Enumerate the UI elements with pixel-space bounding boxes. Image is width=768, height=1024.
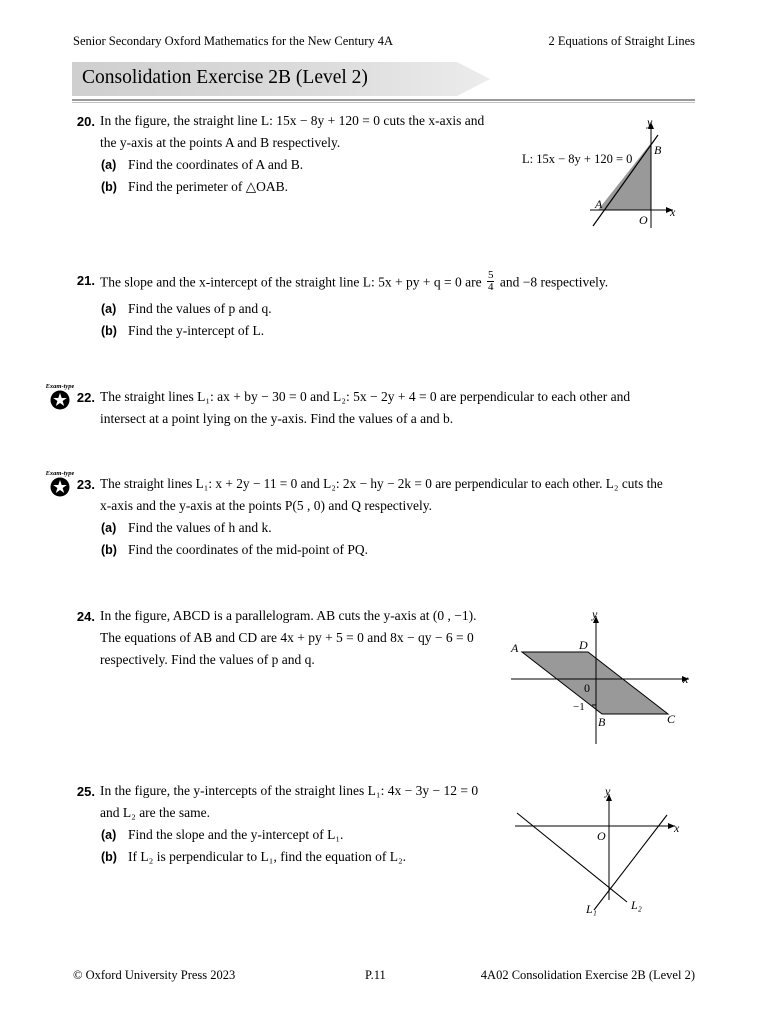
running-header-right: 2 Equations of Straight Lines	[548, 34, 695, 48]
section-title-banner	[72, 62, 490, 96]
question-text: The straight lines L₁: x + 2y − 11 = 0 and L₂: 2x − hy − 2k = 0 are perpendicular to each other. L₂ cuts the	[100, 476, 663, 491]
y-axis-label: y	[647, 115, 653, 129]
q20-figure	[510, 112, 695, 232]
y-axis-label: y	[592, 607, 598, 621]
question-text-lead: The slope and the x-intercept of the straight line L: 5x + py + q = 0 are	[100, 274, 482, 290]
x-axis-label: x	[670, 205, 676, 219]
part-label: (a)	[101, 828, 117, 842]
question-text	[100, 269, 609, 295]
part-text: Find the y-intercept of L.	[128, 323, 265, 338]
point-d-label: D	[579, 638, 588, 652]
point-c-label: C	[667, 712, 676, 726]
question-number: 21.	[76, 273, 95, 288]
question-text: In the figure, the straight line L: 15x − 8y + 120 = 0 cuts the x-axis and	[100, 113, 485, 128]
question-number: 22.	[76, 390, 95, 405]
footer-right: 4A02 Consolidation Exercise 2B (Level 2)	[480, 968, 695, 982]
q24-figure	[505, 606, 695, 748]
page-number: P.11	[365, 968, 386, 982]
fraction	[487, 270, 495, 293]
minus-one-label: −1	[573, 701, 585, 713]
part-label: (b)	[101, 180, 117, 194]
part-text: Find the coordinates of A and B.	[128, 157, 304, 172]
question-text-tail: and −8 respectively.	[499, 274, 609, 290]
part-label: (b)	[101, 543, 117, 557]
exam-type-badge-icon	[46, 468, 74, 500]
fraction-denominator: 4	[487, 281, 494, 293]
question-text: and L₂ are the same.	[100, 805, 211, 820]
line-equation-label: L: 15x − 8y + 120 = 0	[522, 152, 633, 166]
part-text: Find the values of h and k.	[128, 520, 272, 535]
part-label: (a)	[101, 521, 117, 535]
question-text: In the figure, the y-intercepts of the straight lines L₁: 4x − 3y − 12 = 0	[100, 783, 479, 798]
question-number: 20.	[76, 114, 95, 129]
x-axis-label: x	[683, 672, 689, 686]
point-a-label: A	[595, 197, 603, 211]
point-b-label: B	[598, 715, 606, 729]
point-b-label: B	[654, 143, 662, 157]
question-number: 24.	[76, 609, 95, 624]
part-label: (b)	[101, 324, 117, 338]
question-text: The equations of AB and CD are 4x + py + 5 = 0 and 8x − qy − 6 = 0	[100, 630, 474, 645]
title-rule-thin	[72, 102, 695, 103]
point-a-label: A	[511, 641, 519, 655]
part-label: (a)	[101, 158, 117, 172]
part-text: Find the values of p and q.	[128, 301, 272, 316]
origin-label: O	[639, 213, 648, 227]
origin-label: 0	[584, 681, 590, 695]
l2-label: L₂	[631, 898, 642, 912]
exam-type-badge-text: Exam-type	[46, 470, 74, 477]
question-text: The straight lines L₁: ax + by − 30 = 0 and L₂: 5x − 2y + 4 = 0 are perpendicular to each other and	[100, 389, 631, 404]
question-text: intersect at a point lying on the y-axis. Find the values of a and b.	[100, 411, 454, 426]
question-text: the y-axis at the points A and B respectively.	[100, 135, 341, 150]
y-axis-label: y	[605, 784, 611, 798]
part-text: If L₂ is perpendicular to L₁, find the equation of L₂.	[128, 849, 407, 864]
question-text: In the figure, ABCD is a parallelogram. AB cuts the y-axis at (0 , −1).	[100, 608, 477, 623]
part-text: Find the perimeter of △OAB.	[128, 179, 288, 194]
question-text: respectively. Find the values of p and q.	[100, 652, 315, 667]
part-label: (b)	[101, 850, 117, 864]
question-text: x-axis and the y-axis at the points P(5 , 0) and Q respectively.	[100, 498, 433, 513]
footer-copyright: © Oxford University Press 2023	[73, 968, 236, 982]
x-axis-label: x	[674, 821, 680, 835]
running-header-left: Senior Secondary Oxford Mathematics for the New Century 4A	[73, 34, 394, 48]
title-rule	[72, 99, 695, 101]
exam-type-badge-icon	[46, 381, 74, 413]
fraction-numerator: 5	[487, 269, 494, 281]
question-number: 25.	[76, 784, 95, 799]
part-text: Find the coordinates of the mid-point of PQ.	[128, 542, 368, 557]
exam-type-badge-text: Exam-type	[46, 383, 74, 390]
q25-figure	[505, 782, 695, 922]
l1-label: L₁	[586, 902, 597, 916]
part-text: Find the slope and the y-intercept of L₁.	[128, 827, 344, 842]
part-label: (a)	[101, 302, 117, 316]
question-number: 23.	[76, 477, 95, 492]
origin-label: O	[597, 829, 606, 843]
page-title: Consolidation Exercise 2B (Level 2)	[82, 67, 368, 88]
